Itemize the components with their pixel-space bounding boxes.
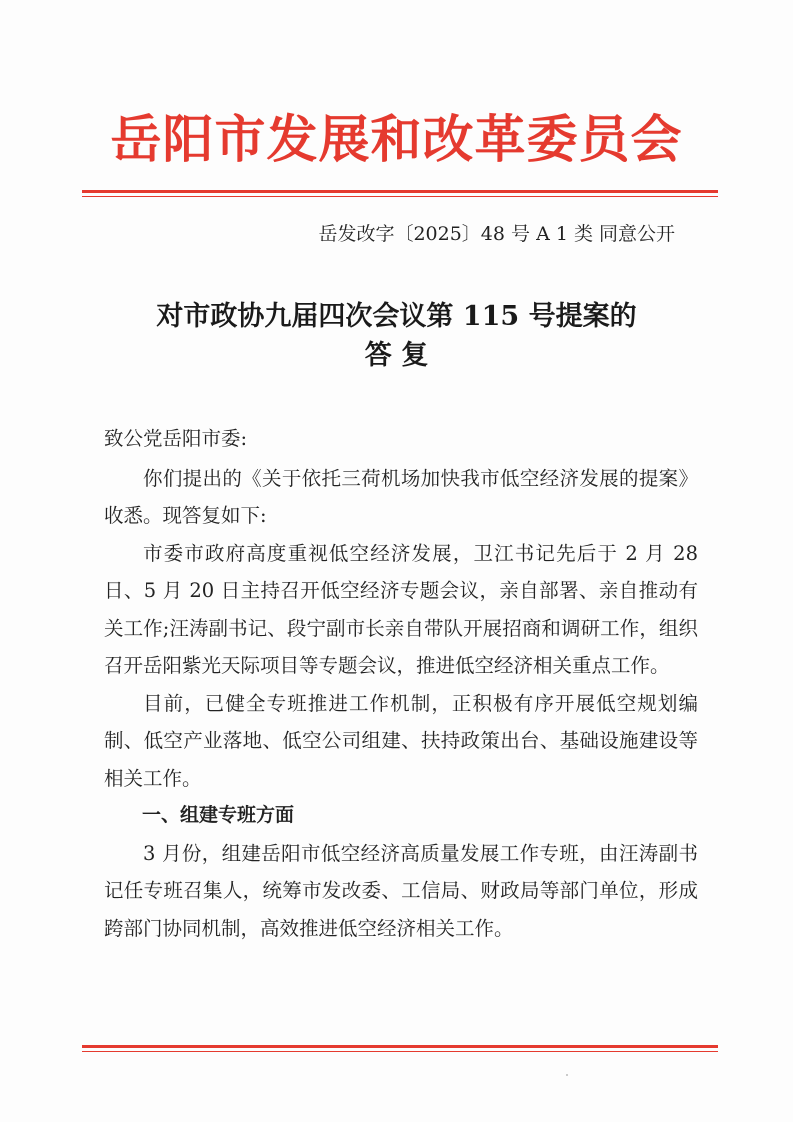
body-paragraph: 你们提出的《关于依托三荷机场加快我市低空经济发展的提案》收悉。现答复如下: [104,466,698,527]
section-heading: 一、组建专班方面 [142,804,295,826]
section-paragraph: 3 月份，组建岳阳市低空经济高质量发展工作专班，由汪涛副书记任专班召集人，统筹市发改委、工信局、财政局等部门单位，形成跨部门协同机制，高效推进低空经济相关工作。 [104,841,698,940]
document-title-line-2: 答 复 [364,340,429,371]
header-red-rule-thick [82,190,718,193]
body-paragraph: 市委市政府高度重视低空经济发展，卫江书记先后于 2 月 28 日、5 月 20 日主持召开低空经济专题会议，亲自部署、亲自推动有关工作;汪涛副书记、段宁副市长亲自带队开展招商和调研工作，组织召开岳阳紫光天际项目等专题会议，推进低空经济相关重点工作。 [104,541,698,677]
salutation: 致公党岳阳市委: [104,427,248,450]
footer-red-rule-thick [82,1045,718,1048]
document-body [104,420,698,947]
body-paragraph: 目前，已健全专班推进工作机制，正积极有序开展低空规划编制、低空产业落地、低空公司组建、扶持政策出台、基础设施建设等相关工作。 [104,691,698,790]
document-title-line-1: 对市政协九届四次会议第 115 号提案的 [156,301,637,332]
document-number: 岳发改字〔2025〕48 号 A 1 类 同意公开 [318,223,675,245]
footer-red-rule-thin [82,1051,718,1052]
header-red-rule-thin [82,196,718,197]
organization-header: 岳阳市发展和改革委员会 [110,110,683,170]
scan-speck [566,1074,568,1076]
